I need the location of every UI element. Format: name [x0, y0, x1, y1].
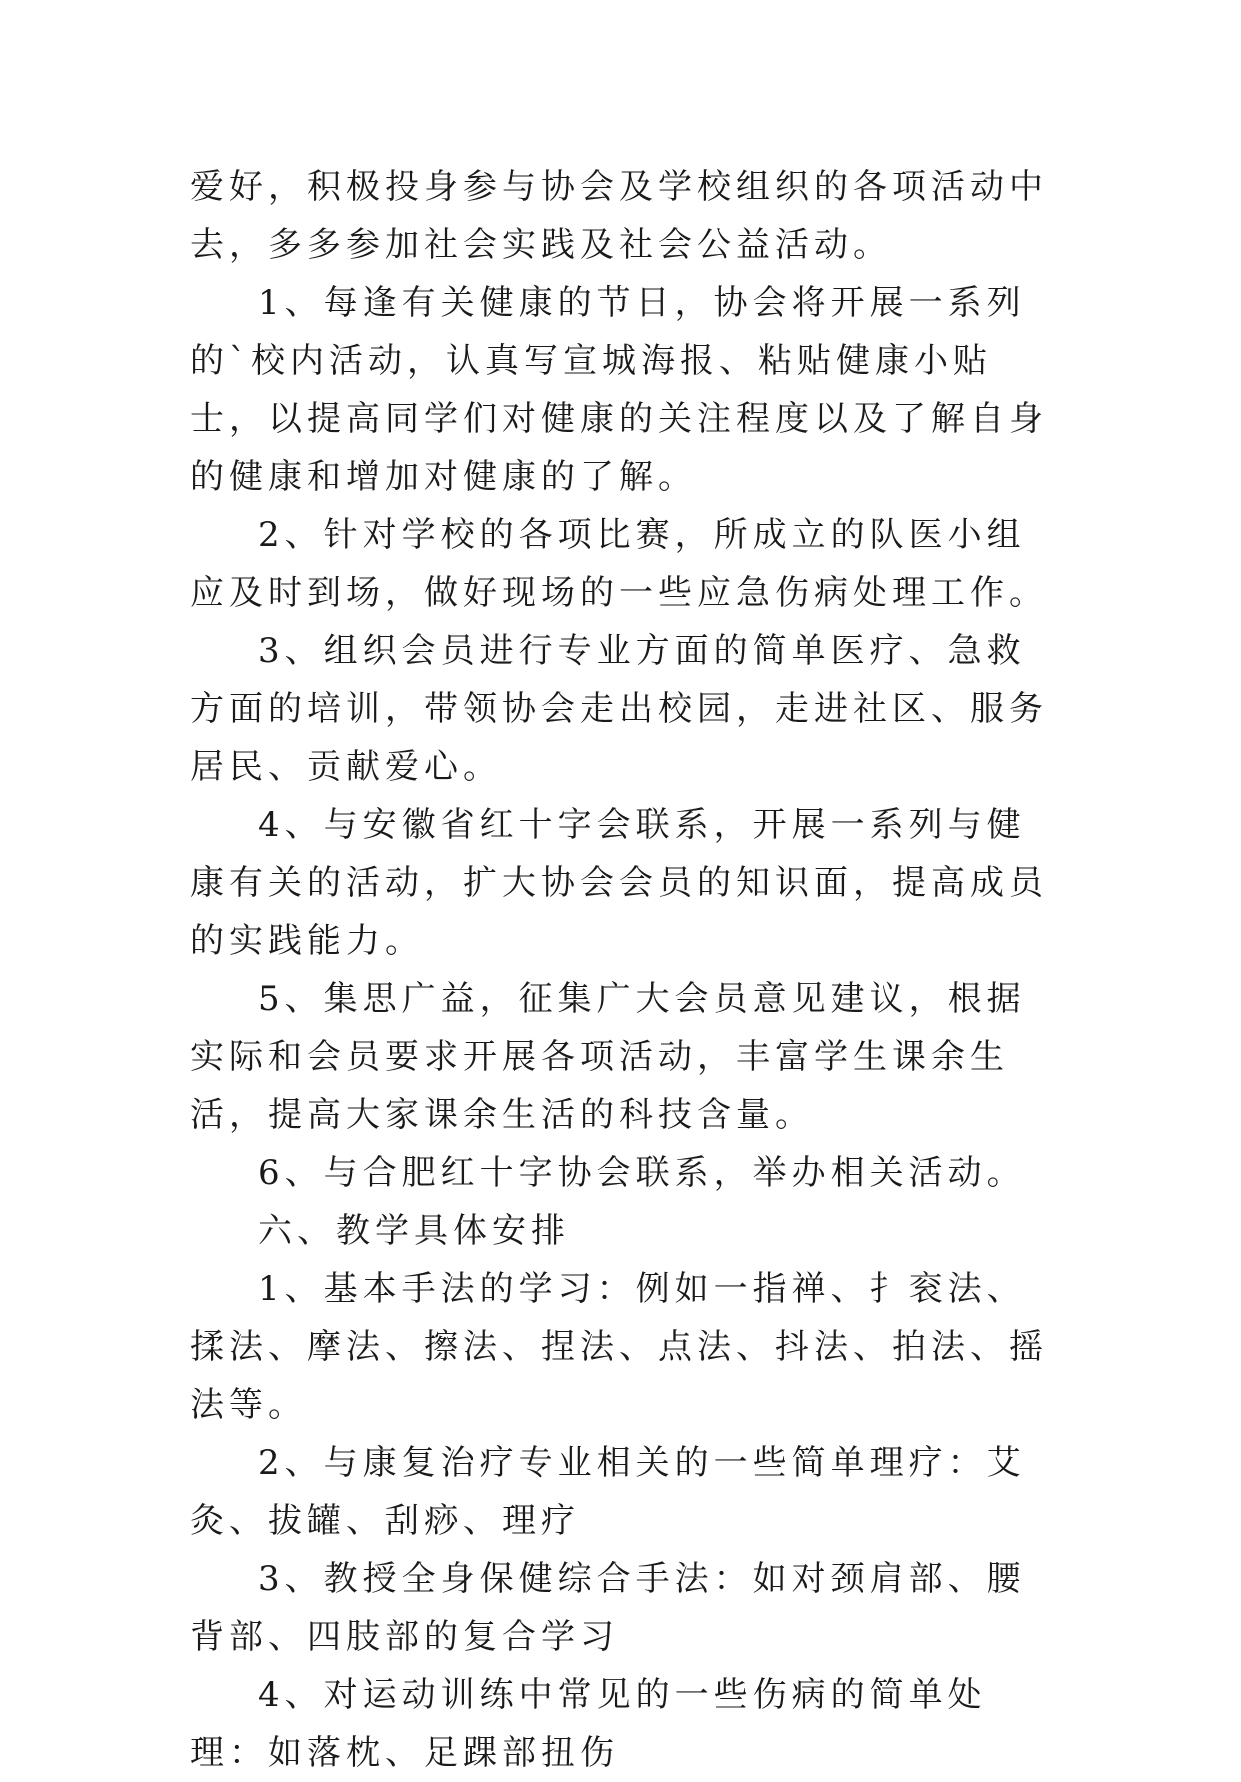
document-body	[190, 158, 1050, 1782]
paragraph-item-6-red-cross-hefei: 6、与合肥红十字协会联系，举办相关活动。	[258, 1153, 1026, 1193]
paragraph-teaching-3-full-body-care: 3、教授全身保健综合手法：如对颈肩部、腰背部、四肢部的复合学习	[190, 1559, 1026, 1657]
paragraph-activities-continued: 爱好，积极投身参与协会及学校组织的各项活动中去，多多参加社会实践及社会公益活动。	[190, 167, 1048, 265]
paragraph-teaching-2-physiotherapy: 2、与康复治疗专业相关的一些简单理疗：艾灸、拔罐、刮痧、理疗	[190, 1443, 1026, 1541]
paragraph-teaching-1-techniques: 1、基本手法的学习：例如一指禅、扌衮法、揉法、摩法、擦法、捏法、点法、抖法、拍法、摇法等。	[190, 1269, 1048, 1425]
paragraph-teaching-4-sports-injuries: 4、对运动训练中常见的一些伤病的简单处理：如落枕、足踝部扭伤	[190, 1675, 987, 1773]
section-heading-teaching-plan: 六、教学具体安排	[258, 1211, 570, 1251]
paragraph-item-2-team-medics: 2、针对学校的各项比赛，所成立的队医小组应及时到场，做好现场的一些应急伤病处理工作。	[190, 515, 1048, 613]
paragraph-item-3-training: 3、组织会员进行专业方面的简单医疗、急救方面的培训，带领协会走出校园，走进社区、服务居民、贡献爱心。	[190, 631, 1048, 787]
paragraph-item-5-suggestions: 5、集思广益，征集广大会员意见建议，根据实际和会员要求开展各项活动，丰富学生课余生活，提高大家课余生活的科技含量。	[190, 979, 1026, 1135]
paragraph-item-4-red-cross-anhui: 4、与安徽省红十字会联系，开展一系列与健康有关的活动，扩大协会会员的知识面，提高成员的实践能力。	[190, 805, 1048, 961]
paragraph-item-1-health-days: 1、每逢有关健康的节日，协会将开展一系列的`校内活动，认真写宣城海报、粘贴健康小贴士，以提高同学们对健康的关注程度以及了解自身的健康和增加对健康的了解。	[190, 283, 1048, 497]
